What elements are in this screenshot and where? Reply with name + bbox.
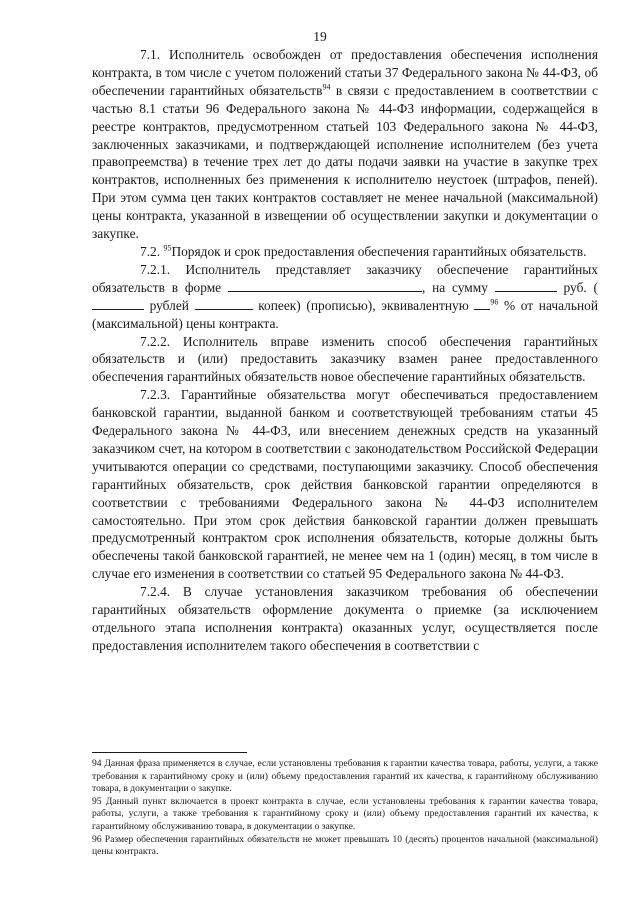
footnote-96 (92, 834, 598, 859)
clause-7-2-1-text-a: 7.2.1. Исполнитель представляет заказчику обеспечение гарантийных обязательств в форме (92, 261, 598, 295)
document-body (92, 46, 598, 655)
footnote-number: 94 (92, 758, 102, 769)
rubles-blank-field[interactable] (92, 297, 144, 310)
percent-blank-field[interactable] (474, 297, 490, 310)
footnote-95 (92, 796, 598, 834)
clause-7-2-number: 7.2. (140, 243, 164, 259)
clause-7-2 (92, 243, 598, 261)
footnote-ref-96: 96 (490, 297, 499, 307)
footnote-number: 95 (92, 795, 102, 807)
clause-7-2-heading: Порядок и срок предоставления обеспечения гарантийных обязательств. (171, 243, 587, 259)
amount-blank-field[interactable] (495, 279, 557, 292)
clause-7-2-1-text-f: % от начальной (максимальной) цены контракта. (92, 297, 598, 331)
clause-7-2-3: 7.2.3. Гарантийные обязательства могут обеспечиваться предоставлением банковской гарантии, выданной банком и соответствующей требованиям статьи 45 Федерального закона № 44-ФЗ, или внесением денежных средств на указанный заказчиком счет, на котором в соответствии с законодательством Российской Федерации учитываются операции со средствами, поступающими заказчику. Способ обеспечения гарантийных обязательств, срок действия банковской гарантии определяются в соответствии с требованиями Федерального закона № 44-ФЗ исполнителем самостоятельно. При этом срок действия банковской гарантии должен превышать предусмотренный контрактом срок исполнения обязательств, которые должны быть обеспечены такой банковской гарантией, не менее чем на 1 (один) месяц, в том числе в случае его изменения в соответствии со статьей 95 Федерального закона № 44-ФЗ. (92, 387, 598, 582)
footnote-text: Данная фраза применяется в случае, если установлены требования к гарантии качества товара, работы, услуги, а также требования к гарантийному сроку и (или) объему предоставления гарантий их качества, к гарантийному обслуживанию товара, в документации о закупке. (92, 758, 598, 795)
clause-7-2-1-text-e: копеек) (прописью), эквивалентную (252, 297, 475, 313)
footnote-ref-94: 94 (322, 82, 331, 92)
footnote-text: Данный пункт включается в проект контракта в случае, если установлены требования к гарантии качества товара, работы, услуги, а также требования к гарантийному сроку и (или) объему предоставления гарантий их качества, к гарантийному обслуживанию товара, в документации о закупке. (92, 795, 598, 832)
footnote-ref-95: 95 (163, 243, 172, 253)
clause-7-2-1-text-c: руб. ( (556, 279, 598, 295)
clause-7-2-2: 7.2.2. Исполнитель вправе изменить способ обеспечения гарантийных обязательств и (или) предоставить заказчику взамен ранее предоставленного обеспечения гарантийных обязательств новое обеспечение гарантийных обязательств. (92, 333, 598, 385)
kopecks-blank-field[interactable] (195, 297, 253, 310)
clause-7-2-4: 7.2.4. В случае установления заказчиком требования об обеспечении гарантийных обязательств оформление документа о приемке (за исключением отдельного этапа исполнения контракта) оказанных услуг, осуществляется после предоставления исполнителем такого обеспечения в соответствии с (92, 584, 598, 653)
clause-7-1-text-a: 7.1. Исполнитель освобожден от предоставления обеспечения исполнения контракта, в том числе с учетом положений статьи 37 Федерального закона № 44-ФЗ, об обеспечении гарантийных обязательств (92, 47, 598, 98)
footnote-94 (92, 758, 598, 796)
footnote-text: Размер обеспечения гарантийных обязательств не может превышать 10 (десять) процентов начальной (максимальной) цены контракта. (92, 833, 598, 858)
footnote-number: 96 (92, 833, 102, 845)
clause-7-2-1-text-d: рублей (144, 297, 195, 313)
form-blank-field[interactable] (228, 279, 422, 292)
footnote-divider (92, 752, 247, 753)
footnotes-section (92, 758, 598, 859)
clause-7-1 (92, 46, 598, 243)
page-number: 19 (313, 29, 327, 44)
clause-7-2-1-text-b: , на сумму (421, 279, 495, 295)
clause-7-2-1 (92, 261, 598, 333)
clause-7-1-text-b: в связи с предоставлением в соответствии с частью 8.1 статьи 96 Федерального закона № 44-ФЗ информации, содержащейся в реестре контрактов, предусмотренном статьей 103 Федерального закона № 44-ФЗ, заключенных заказчиками, и подтверждающей исполнение исполнителем (без учета правопреемства) в течение трех лет до даты подачи заявки на участие в закупке трех контрактов, исполненных без применения к исполнителю неустоек (штрафов, пеней). При этом сумма цен таких контрактов составляет не менее начальной (максимальной) цены контракта, указанной в извещении об осуществлении закупки и документации о закупке. (92, 82, 598, 242)
